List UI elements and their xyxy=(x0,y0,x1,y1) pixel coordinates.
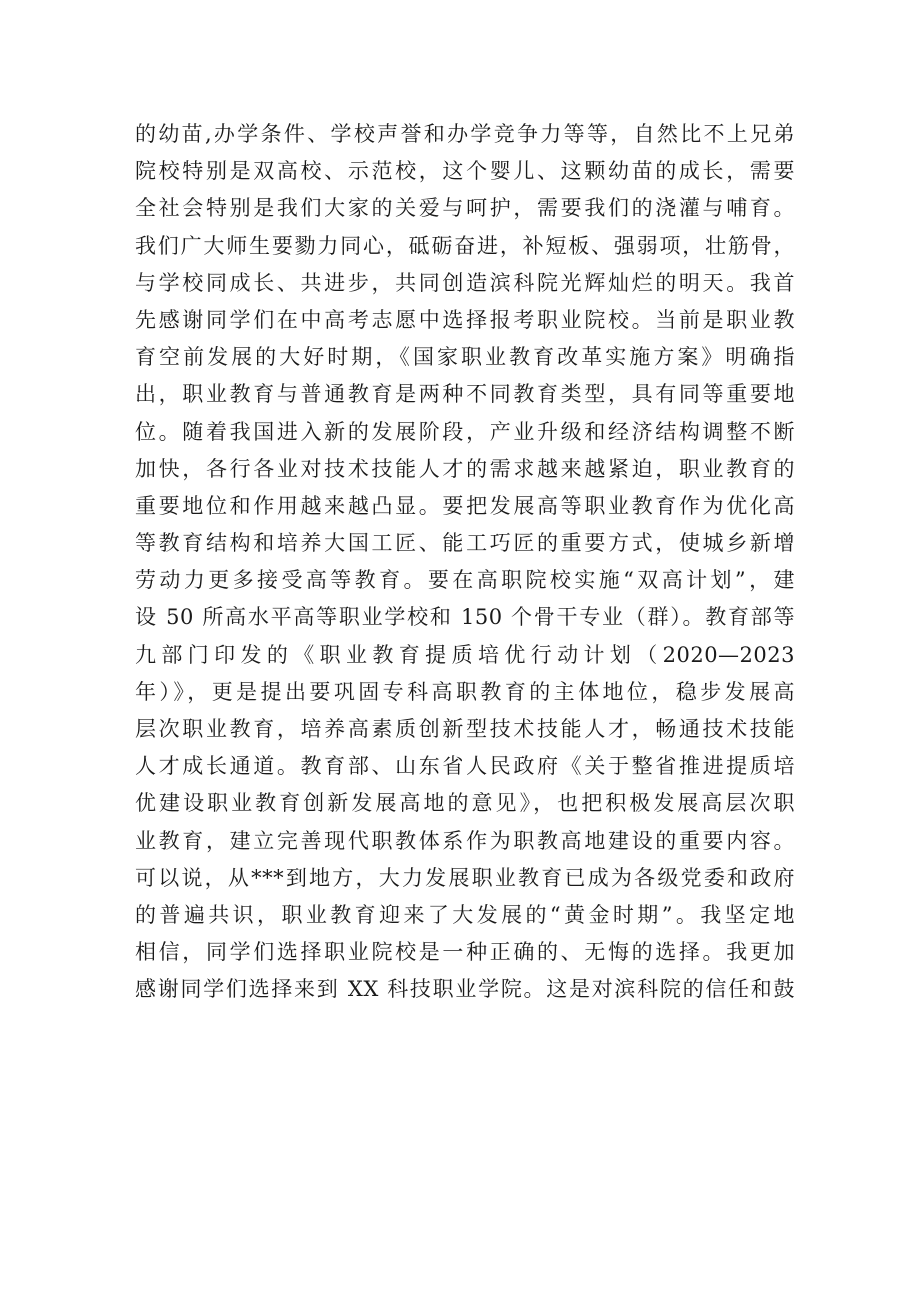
text-line: 优建设职业教育创新发展高地的意见》，也把积极发展高层次职 xyxy=(135,791,795,816)
text-line: 等教育结构和培养大国工匠、能工巧匠的重要方式，使城乡新增 xyxy=(135,531,795,556)
text-line: 院校特别是双高校、示范校，这个婴儿、这颗幼苗的成长，需要 xyxy=(135,159,795,184)
text-line: 层次职业教育，培养高素质创新型技术技能人才，畅通技术技能 xyxy=(135,717,795,741)
text-line: 人才成长通道。教育部、山东省人民政府《关于整省推进提质培 xyxy=(135,754,795,779)
text-line: 位。随着我国进入新的发展阶段，产业升级和经济结构调整不断 xyxy=(135,419,795,444)
text-line: 相信，同学们选择职业院校是一种正确的、无悔的选择。我更加 xyxy=(135,940,795,965)
text-line: 全社会特别是我们大家的关爱与呵护，需要我们的浇灌与哺育。 xyxy=(135,196,795,221)
text-line: 感谢同学们选择来到 XX 科技职业学院。这是对滨科院的信任和鼓 xyxy=(135,977,795,1002)
text-line: 年）》，更是提出要巩固专科高职教育的主体地位，稳步发展高 xyxy=(135,679,795,704)
text-line: 的普遍共识，职业教育迎来了大发展的“黄金时期”。我坚定地 xyxy=(135,902,795,927)
text-line: 设 50 所高水平高等职业学校和 150 个骨干专业（群）。教育部等 xyxy=(135,605,795,630)
text-line: 先感谢同学们在中高考志愿中选择报考职业院校。当前是职业教 xyxy=(135,307,795,332)
text-line: 业教育，建立完善现代职教体系作为职教高地建设的重要内容。 xyxy=(135,828,795,853)
text-line: 我们广大师生要勠力同心，砥砺奋进，补短板、强弱项，壮筋骨， xyxy=(135,233,795,258)
text-line: 劳动力更多接受高等教育。要在高职院校实施“双高计划”，建 xyxy=(135,568,795,593)
body-text xyxy=(135,116,795,1009)
text-line: 出，职业教育与普通教育是两种不同教育类型，具有同等重要地 xyxy=(135,382,795,407)
text-line: 九部门印发的《职业教育提质培优行动计划（2020—2023 xyxy=(135,642,795,667)
text-line: 的幼苗,办学条件、学校声誉和办学竞争力等等，自然比不上兄弟 xyxy=(135,122,795,146)
text-line: 重要地位和作用越来越凸显。要把发展高等职业教育作为优化高 xyxy=(135,493,795,518)
text-line: 与学校同成长、共进步，共同创造滨科院光辉灿烂的明天。我首 xyxy=(135,270,795,295)
text-line: 育空前发展的大好时期，《国家职业教育改革实施方案》明确指 xyxy=(135,345,795,370)
text-line: 可以说，从***到地方，大力发展职业教育已成为各级党委和政府 xyxy=(135,865,795,890)
text-line: 加快，各行各业对技术技能人才的需求越来越紧迫，职业教育的 xyxy=(135,456,795,481)
